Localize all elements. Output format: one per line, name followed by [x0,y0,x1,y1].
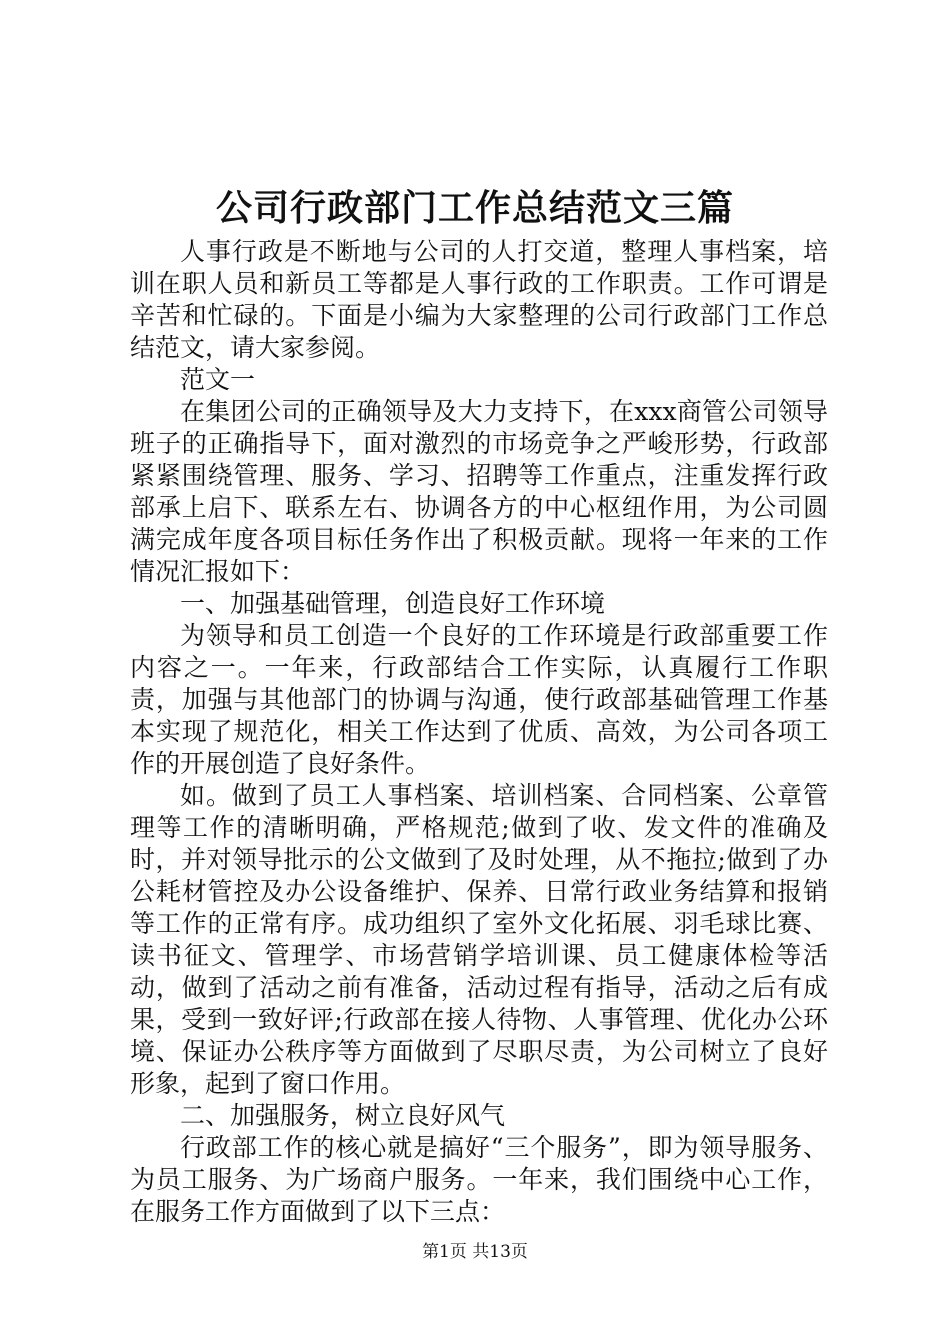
document-title: 公司行政部门工作总结范文三篇 [215,187,734,229]
body-paragraph: 如。做到了员工人事档案、培训档案、合同档案、公章管理等工作的清晰明确，严格规范;做到了收、发文件的准确及时，并对领导批示的公文做到了及时处理，从不拖拉;做到了办公耗材管控及办公设备维护、保养、日常行政业务结算和报销等工作的正常有序。成功组织了室外文化拓展、羽毛球比赛、读书征文、管理学、市场营销学培训课、员工健康体检等活动，做到了活动之前有准备，活动过程有指导，活动之后有成果，受到一致好评;行政部在接人待物、人事管理、优化办公环境、保证办公秩序等方面做到了尽职尽责，为公司树立了良好形象，起到了窗口作用。 [130,781,828,1098]
section-heading-basic-management: 一、加强基础管理，创造良好工作环境 [180,589,606,618]
body-paragraph: 为领导和员工创造一个良好的工作环境是行政部重要工作内容之一。一年来，行政部结合工作实际，认真履行工作职责，加强与其他部门的协调与沟通，使行政部基础管理工作基本实现了规范化，相关工作达到了优质、高效，为公司各项工作的开展创造了良好条件。 [130,621,828,778]
body-paragraph: 在集团公司的正确领导及大力支持下，在xxx商管公司领导班子的正确指导下，面对激烈的市场竞争之严峻形势，行政部紧紧围绕管理、服务、学习、招聘等工作重点，注重发挥行政部承上启下、联系左右、协调各方的中心枢纽作用，为公司圆满完成年度各项目标任务作出了积极贡献。现将一年来的工作情况汇报如下： [130,397,828,586]
page-number-footer: 第1页 共13页 [422,1242,528,1262]
document-body [130,236,828,1228]
section-heading-service: 二、加强服务，树立良好风气 [180,1101,506,1130]
body-paragraph: 行政部工作的核心就是搞好“三个服务”，即为领导服务、为员工服务、为广场商户服务。一年来，我们围绕中心工作，在服务工作方面做到了以下三点： [130,1133,828,1226]
intro-paragraph: 人事行政是不断地与公司的人打交道，整理人事档案，培训在职人员和新员工等都是人事行政的工作职责。工作可谓是辛苦和忙碌的。下面是小编为大家整理的公司行政部门工作总结范文，请大家参阅。 [130,237,828,362]
section-heading-sample-one: 范文一 [180,365,256,394]
